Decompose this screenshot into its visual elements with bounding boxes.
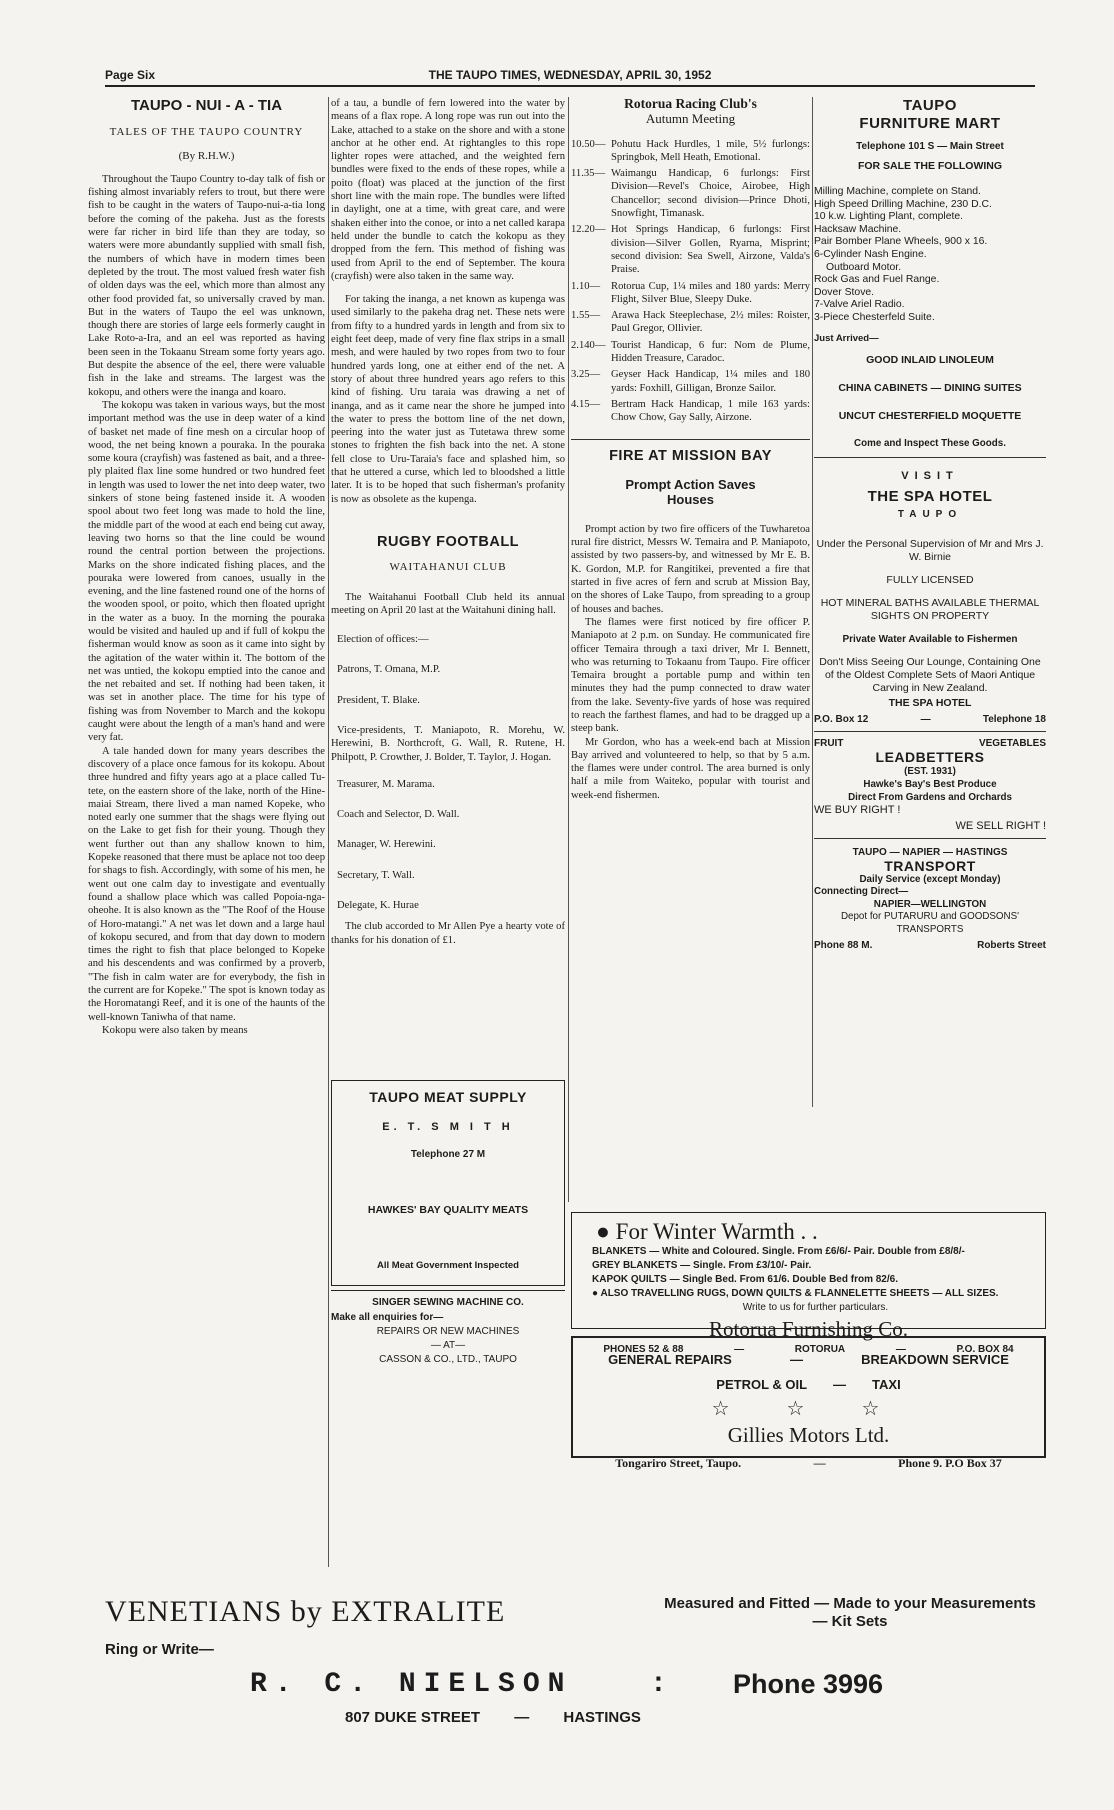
venetians-title: VENETIANS by EXTRALITE	[105, 1595, 506, 1628]
column-rule	[812, 97, 813, 1107]
winter-dash: —	[734, 1344, 745, 1355]
gillies-name: Gillies Motors Ltd.	[727, 1423, 890, 1447]
winter-title-text: For Winter Warmth . .	[615, 1219, 818, 1244]
ad-leadbetters	[814, 738, 1046, 832]
ad-furniture-mart	[814, 97, 1046, 449]
ad-venetians	[105, 1595, 1045, 1775]
race-time: 11.35—	[571, 168, 606, 180]
column-three	[571, 97, 810, 1202]
fire-paragraph: The flames were first noticed by fire officer P. Maniapoto at 2 p.m. on Sunday. He communicated fire officer Temaira through a taxi driver, Mr I. Bennett, who was returning to Tokaanu from Taupo. Fire officer Temaira brought a portable pump and within ten minutes they had the pump connected to draw water from the lake. Seventy-five yards of hose was required to reach the farthest flames, and had to be dragged up a steep bank.	[571, 616, 810, 735]
singer-line2: REPAIRS OR NEW MACHINES	[376, 1326, 520, 1337]
leadbetters-fruit: FRUIT	[814, 737, 844, 749]
racing-subtitle: Autumn Meeting	[645, 111, 736, 127]
furniture-item: 7-Valve Ariel Radio.	[814, 299, 905, 311]
ad-winter-warmth	[571, 1212, 1046, 1355]
gillies-dash: —	[813, 1456, 826, 1470]
article-paragraph: A tale handed down for many years describes the discovery of a place once famous for its kokopu. About three hundred and fifty years ago at a place called Tu-tete, on the eastern shore of the lake, north of the Hine-maiai Stream, there lived a man named Kopeke, who noted early one summer that the shags were flying out on the Lake to get fish for their young. Though they went further out than any shallow known to him, Kopeke reasoned that there must be aplace not too deep for shags to fish. Accordingly, with some of his men, he went out one calm day to investigate and eventually found a shallow place which was called Popoia-nga-oheohe. It is also known as the "The Roof of the House of Horo-matangi." A net was let down and a large haul of kokopu secured, and from that day down to modern times the right to fish that place belonged to Kopeke and his descendents and was confirmed by a proverb, "The fish in calm water are for everybody, the fish in the current are for Kopeke." The spot is known today as the Horomatangi Reef, and it is one of the haunts of the well-known Taniwha of that name.	[88, 745, 325, 1023]
winter-line-text: ALSO TRAVELLING RUGS, DOWN QUILTS & FLANNELETTE SHEETS — ALL SIZES.	[600, 1288, 999, 1299]
officer-line: President, T. Blake.	[337, 694, 420, 706]
racing-title: Rotorua Racing Club's	[624, 97, 757, 111]
column-two	[331, 97, 565, 1057]
winter-company: Rotorua Furnishing Co.	[709, 1317, 908, 1341]
winter-line: GREY BLANKETS — Single. From £3/10/- Pair.	[592, 1260, 812, 1271]
article-byline: (By R.H.W.)	[178, 149, 235, 162]
furniture-arrived: Just Arrived—	[814, 332, 879, 344]
spa-dash: —	[920, 713, 931, 725]
rugby-officers	[331, 633, 565, 912]
bullet-icon: ●	[596, 1219, 610, 1244]
winter-title	[578, 1219, 1039, 1245]
furniture-line: Come and Inspect These Goods.	[854, 437, 1006, 449]
singer-line4: CASSON & CO., LTD., TAUPO	[379, 1354, 517, 1365]
officer-line: Patrons, T. Omana, M.P.	[337, 664, 441, 676]
race-time: 1.10—	[571, 280, 601, 292]
race-text: Tourist Handicap, 6 fur: Nom de Plume, Hidden Treasure, Caradoc.	[611, 339, 810, 365]
race-text: Pohutu Hack Hurdles, 1 mile, 5½ furlongs: Springbok, Mell Heath, Emotional.	[611, 138, 810, 163]
race-time: 10.50—	[571, 138, 606, 150]
officer-line: Election of offices:—	[337, 634, 429, 646]
rugby-article	[331, 533, 565, 947]
spa-lounge: Don't Miss Seeing Our Lounge, Containing One of the Oldest Complete Sets of Maori Antique Carving in New Zealand.	[819, 655, 1041, 694]
venetians-dash: —	[514, 1709, 530, 1726]
article-continued-paragraph: For taking the inanga, a net known as kupenga was used similarly to the pakeha drag net. These nets were from fifty to a hundred yards in length and from six to eight feet deep, made of very fine flax strips in a small mesh, and were hauled by two ropes from two to four hundred yards long, one at either end of the net. A story of about three hundred years ago refers to this kind of fishing. Uru taraia was drawing a net of inanga, and as it came near the shore he jumped into the water to press the bottom line of the net down, peering into the water just as Tutetawa threw some stones to frighten the fish back into the net. A stone fell close to Uru-Taraia's face and splashed him, so that he uttered a curse, which led to bloodshed a little later. It is to be hoped that such fisherman's profanity is now as obsolete as the kupenga.	[331, 294, 565, 505]
race-time: 1.55—	[571, 310, 601, 322]
transport-napier: NAPIER—WELLINGTON	[873, 898, 987, 910]
transport-depot: Depot for PUTARURU and GOODSONS' TRANSPORTS	[840, 911, 1020, 935]
officer-line: Vice-presidents, T. Maniapoto, R. Morehu, W. Herewini, B. Northcroft, G. Wall, R. Rutene, H. Philpott, P. Crowther, J. Bolder, T. Taylor, J. Hogan.	[331, 724, 565, 763]
furniture-line: CHINA CABINETS — DINING SUITES	[838, 381, 1022, 394]
spa-visit: VISIT	[901, 469, 959, 482]
furniture-items	[814, 186, 1046, 325]
leadbetters-veg: VEGETABLES	[978, 737, 1046, 749]
masthead: THE TAUPO TIMES, WEDNESDAY, APRIL 30, 1952	[428, 68, 712, 82]
spa-supervision: Under the Personal Supervision of Mr and Mrs J. W. Birnie	[816, 537, 1044, 563]
race-text: Arawa Hack Steeplechase, 2½ miles: Roister, Paul Gregor, Ollivier.	[611, 310, 810, 335]
article-paragraph: The kokopu was taken in various ways, but the most important method was the use in deep water of a kind of basket net made of fine mesh on a circular hoop of wood, the net being known a pouraka. In the pouraka some koura (crayfish) was fastened as bait, and a three-ply plaited flax line some hundred or two hundred feet in length was used to lower the net into deep water, two sinkers of stone being fastened inside it. A wooden spool about two feet long was made to hold the line, the middle part of the wood at each end being cut away, leaving two horns so that the line could be wound round the central portion between the projections. Marks on the shore indicated fishing places, and the pouraka were lowered from canoes, usually in the evening, and the line fastened round one of the horns of the wooden spool, or poito, which then floated upright in the water as a buoy. In the morning the pouraka would be visited and hauled up and if full of kokpu the fisherman would know as soon as it came into sight by the agitation of the water within it. The bottom of the net was untied, the kokopu emptied into the canoe and the net rebaited and set. If nothing had been taken, it was set in another place. The time for his type of fishing was from November to March and the kokopu caught were about the length of a man's hand and were very fat.	[88, 399, 325, 744]
divider	[814, 457, 1046, 458]
furniture-item: Milling Machine, complete on Stand.	[814, 186, 981, 197]
venetians-name: R. C. NIELSON	[250, 1669, 573, 1700]
meat-tagline: HAWKES' BAY QUALITY MEATS	[367, 1204, 529, 1216]
leadbetters-sell: WE SELL RIGHT !	[955, 819, 1046, 832]
race-item	[571, 398, 810, 425]
furniture-item: Dover Stove.	[814, 286, 875, 298]
star-icons: ☆ ☆ ☆	[711, 1398, 906, 1420]
venetians-measured: Measured and Fitted — Made to your Measurements — Kit Sets	[664, 1595, 1036, 1630]
furniture-title2: FURNITURE MART	[859, 115, 1001, 132]
furniture-item: Rock Gas and Fuel Range.	[814, 274, 940, 286]
race-item	[571, 309, 810, 336]
furniture-line: UNCUT CHESTERFIELD MOQUETTE	[838, 409, 1022, 422]
article-title: TAUPO - NUI - A - TIA	[130, 97, 283, 114]
gillies-taxi: TAXI	[872, 1377, 901, 1392]
fire-paragraph: Prompt action by two fire officers of the Tuwharetoa rural fire district, Messrs W. Temaira and P. Maniapoto, assisted by two passers-by, and witnessed by Mr E. B. K. Gordon, M.P. for Rangitikei, prevented a fire that started in five acres of fern and scrub at Mission Bay, on the shores of Lake Taupo, from spreading to a group of houses and baches.	[571, 523, 810, 615]
race-time: 3.25—	[571, 369, 601, 381]
gillies-breakdown: BREAKDOWN SERVICE	[861, 1352, 1009, 1367]
officer-line: Manager, W. Herewini.	[337, 839, 436, 851]
rugby-closing: The club accorded to Mr Allen Pye a hearty vote of thanks for his donation of £1.	[331, 921, 565, 946]
spa-baths: HOT MINERAL BATHS AVAILABLE THERMAL SIGHTS ON PROPERTY	[820, 596, 1040, 622]
officer-line: Treasurer, M. Marama.	[337, 778, 435, 790]
column-rule	[328, 97, 329, 1567]
race-item	[571, 167, 810, 220]
gillies-dash: —	[789, 1352, 803, 1367]
winter-line: Write to us for further particulars.	[742, 1302, 889, 1313]
spa-phone: Telephone 18	[982, 713, 1046, 725]
race-item	[571, 138, 810, 165]
meat-title: TAUPO MEAT SUPPLY	[369, 1089, 527, 1105]
race-list	[571, 138, 810, 425]
gillies-dash: —	[833, 1377, 847, 1392]
gillies-repairs: GENERAL REPAIRS	[608, 1352, 732, 1367]
leadbetters-line2: Direct From Gardens and Orchards	[848, 791, 1012, 803]
venetians-ring: Ring or Write—	[105, 1641, 214, 1658]
winter-line	[578, 1287, 1039, 1301]
transport-street: Roberts Street	[977, 940, 1046, 952]
rugby-intro: The Waitahanui Football Club held its annual meeting on April 20 last at the Waitahuni dining hall.	[331, 591, 565, 616]
page-header	[105, 65, 1035, 87]
venetians-phone: Phone 3996	[733, 1669, 884, 1699]
singer-line3: — AT—	[430, 1340, 466, 1351]
spa-town: TAUPO	[897, 508, 963, 520]
officer-line: Coach and Selector, D. Wall.	[337, 809, 460, 821]
race-time: 2.140—	[571, 339, 606, 351]
race-item	[571, 368, 810, 395]
furniture-item: High Speed Drilling Machine, 230 D.C.	[814, 198, 992, 210]
spa-footer	[814, 714, 1046, 725]
leadbetters-title: LEADBETTERS	[875, 748, 985, 765]
transport-service: Daily Service (except Monday)	[859, 873, 1001, 885]
winter-phones: PHONES 52 & 88	[603, 1344, 684, 1355]
officer-line: Delegate, K. Hurae	[337, 900, 419, 912]
furniture-item: 3-Piece Chesterfeld Suite.	[814, 311, 935, 323]
spa-licensed: FULLY LICENSED	[886, 573, 974, 586]
furniture-phone: Telephone 101 S — Main Street	[856, 141, 1004, 152]
gillies-row1	[579, 1352, 1038, 1367]
page-number: Page Six	[105, 68, 156, 82]
leadbetters-buy: WE BUY RIGHT !	[814, 803, 901, 816]
transport-footer	[814, 940, 1046, 951]
winter-box: P.O. BOX 84	[956, 1344, 1014, 1355]
winter-dash: —	[895, 1344, 906, 1355]
race-time: 12.20—	[571, 224, 606, 236]
column-rule	[568, 97, 569, 1202]
transport-phone: Phone 88 M.	[814, 940, 873, 952]
leadbetters-top	[814, 738, 1046, 749]
transport-route: TAUPO — NAPIER — HASTINGS	[852, 846, 1008, 858]
singer-line1: Make all enquiries for—	[331, 1312, 444, 1323]
officer-line: Secretary, T. Wall.	[337, 869, 415, 881]
winter-line: KAPOK QUILTS — Single Bed. From 61/6. Double Bed from 82/6.	[592, 1274, 898, 1285]
leadbetters-est: (EST. 1931)	[904, 765, 956, 777]
ad-gillies-motors	[571, 1336, 1046, 1470]
article-continued-paragraph: of a tau, a bundle of fern lowered into the water by means of a flax rope. A long rope was run out into the Lake, attached to a stake on the shore and with a stone anchor at he other end. At rightangles to this rope lighter ropes were attached, and the weighted fern bundles were fixed to the ends of these ropes, while a poito (float) was placed at the junction of the first short line with the main rope. The bundles were lifted in daylight, one at a time, with great care, and were shaken either into the conoe, or into a net called karapa held under the bundle to catch the kokopu as they dropped from the fern. This method of fishing was used from April to the end of September. The koura (crayfish) were also taken in the same way.	[331, 98, 565, 282]
venetians-colon: :	[650, 1669, 667, 1700]
spa-water: Private Water Available to Fishermen	[842, 633, 1018, 645]
article-taupo-nui-a-tia	[88, 97, 325, 1657]
column-four-ads	[814, 97, 1046, 1137]
gillies-footer	[579, 1456, 1038, 1471]
furniture-title1: TAUPO	[903, 97, 957, 114]
race-text: Geyser Hack Handicap, 1¼ miles and 180 yards: Foxhill, Gilligan, Bronze Sailor.	[611, 369, 810, 394]
furniture-item: Pair Bomber Plane Wheels, 900 x 16.	[814, 236, 988, 248]
race-time: 4.15—	[571, 398, 601, 410]
bullet-icon: ●	[592, 1288, 599, 1299]
divider	[571, 439, 810, 440]
furniture-item: Hacksaw Machine.	[814, 223, 902, 235]
venetians-town: HASTINGS	[563, 1709, 641, 1726]
transport-title: TRANSPORT	[884, 857, 976, 874]
spa-name: THE SPA HOTEL	[888, 696, 972, 709]
article-paragraph: Throughout the Taupo Country to-day talk of fish or fishing almost invariably refers to trout, but there were fish to be caught in the waters of Taupo-nui-a-tia long before the coming of the pakeha. Just as the forests were far richer in bird life than they are today, so waters were more abundantly supplied with small fish, the numbers of which have in modern times been depleted by the trout. The most valued fresh water fish of olden days was the eel, which more than almost any other food provided fat, so universally craved by man. But in the waters of Taupo the eel was unknown, though there are stories of large eels formerly caught in Lake Roto-a-Ira, and an eel was reported as having been seen in the Tokaanu Stream some forty years ago. But despite the absence of the eel, there were valuable fish in the lake and streams. The largest was the kokopu, and others were the inanga and koaro.	[88, 173, 325, 398]
race-text: Hot Springs Handicap, 6 furlongs: First division—Silver Gollen, Ryarna, Misprint; second division: Sea Swell, Airzone, Valda's Praise.	[611, 224, 810, 276]
gillies-row2	[579, 1377, 1038, 1392]
race-item	[571, 339, 810, 366]
furniture-item: 6-Cylinder Nash Engine.	[814, 248, 927, 260]
ad-taupo-meat-supply	[331, 1080, 565, 1286]
furniture-item: 10 k.w. Lighting Plant, complete.	[814, 211, 964, 223]
fire-title: FIRE AT MISSION BAY	[609, 447, 772, 464]
gillies-phone: Phone 9. P.O Box 37	[898, 1456, 1002, 1470]
divider	[814, 838, 1046, 839]
singer-title: SINGER SEWING MACHINE CO.	[372, 1297, 524, 1308]
spa-pobox: P.O. Box 12	[814, 713, 869, 725]
furniture-line: GOOD INLAID LINOLEUM	[866, 353, 994, 366]
meat-owner: E. T. S M I T H	[382, 1121, 514, 1133]
divider	[814, 731, 1046, 732]
spa-title: THE SPA HOTEL	[867, 487, 993, 505]
race-text: Bertram Hack Handicap, 1 mile 163 yards: Chow Chow, Gay Sally, Airzone.	[611, 398, 810, 424]
winter-town: ROTORUA	[794, 1344, 846, 1355]
ad-transport	[814, 847, 1046, 952]
venetians-address: 807 DUKE STREET	[345, 1709, 481, 1726]
leadbetters-line1: Hawke's Bay's Best Produce	[863, 778, 997, 790]
transport-connecting: Connecting Direct—	[814, 886, 909, 898]
race-item	[571, 223, 810, 276]
gillies-address: Tongariro Street, Taupo.	[615, 1456, 742, 1470]
gillies-petrol: PETROL & OIL	[716, 1377, 808, 1392]
rugby-title: RUGBY FOOTBALL	[376, 533, 520, 550]
furniture-item: Outboard Motor.	[826, 261, 902, 273]
furniture-sale: FOR SALE THE FOLLOWING	[857, 160, 1003, 172]
fire-subtitle: Prompt Action Saves Houses	[625, 476, 756, 507]
article-subtitle: TALES OF THE TAUPO COUNTRY	[109, 126, 304, 139]
ad-spa-hotel	[814, 470, 1046, 725]
race-text: Rotorua Cup, 1¼ miles and 180 yards: Merry Flight, Silver Blue, Sleepy Duke.	[611, 280, 810, 305]
article-paragraph: Kokopu were also taken by means	[102, 1024, 248, 1036]
race-text: Waimangu Handicap, 6 furlongs: First Division—Revel's Choice, Airobee, High Chancellor; second division—Prince Dhoti, Snowfight, Timanask.	[611, 168, 810, 220]
winter-line: BLANKETS — White and Coloured. Single. From £6/6/- Pair. Double from £8/8/-	[592, 1246, 965, 1257]
venetians-address-line	[345, 1709, 641, 1726]
fire-paragraph: Mr Gordon, who has a week-end bach at Mission Bay arrived and volunteered to help, so that by 5 a.m. the flames were under control. The area burned is only half a mile from Waiteko, popular with tourist and week-end fishermen.	[571, 736, 810, 801]
race-item	[571, 280, 810, 307]
meat-note: All Meat Government Inspected	[376, 1260, 519, 1271]
rugby-club: WAITAHANUI CLUB	[389, 561, 507, 574]
meat-phone: Telephone 27 M	[410, 1149, 486, 1160]
ad-singer-sewing	[331, 1290, 565, 1390]
